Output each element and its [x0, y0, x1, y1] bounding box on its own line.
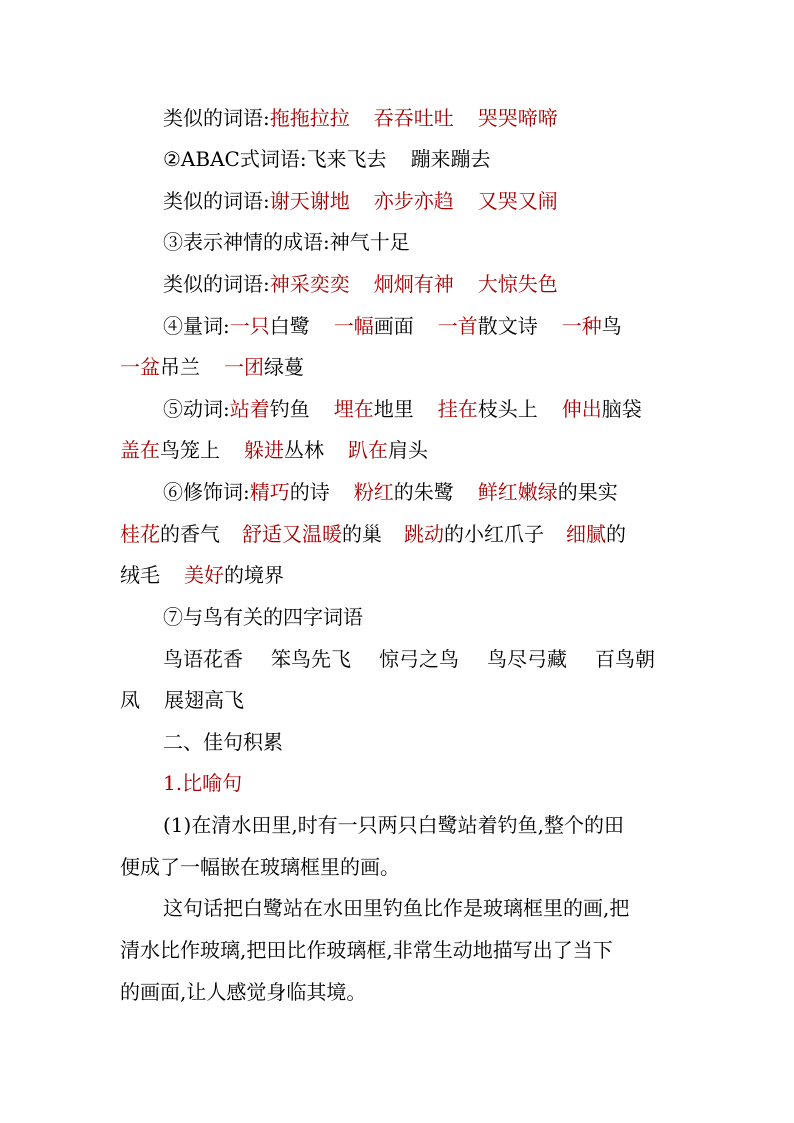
word-highlight: 盖在 — [120, 438, 160, 462]
word: 的 — [606, 522, 626, 546]
word: 的诗 — [289, 480, 330, 504]
word: 亦步亦趋 — [373, 189, 454, 213]
word: 地里 — [373, 397, 414, 421]
word-highlight: 一团 — [224, 355, 264, 379]
modifiers-line-3 — [120, 560, 680, 590]
word-highlight: 跳动 — [404, 522, 444, 546]
line-label: 类似的词语: — [163, 272, 270, 296]
line-label: ③表示神情的成语: — [163, 230, 330, 254]
word: 凤 — [120, 688, 140, 712]
word: 的果实 — [557, 480, 618, 504]
word-highlight: 趴在 — [348, 438, 388, 462]
explanation-line-1: 这句话把白鹭站在水田里钓鱼比作是玻璃框里的画,把 — [163, 896, 630, 920]
word-highlight: 一首 — [437, 314, 478, 338]
bird-idioms-heading: ⑦与鸟有关的四字词语 — [163, 605, 363, 629]
word-highlight: 伸出 — [561, 397, 602, 421]
subheading-metaphor: 1.比喻句 — [163, 771, 243, 795]
word: 飞来飞去 — [306, 147, 387, 171]
line-label: 类似的词语: — [163, 189, 270, 213]
word: 吞吞吐吐 — [373, 106, 454, 130]
word: 鸟 — [601, 314, 622, 338]
word-highlight: 一幅 — [333, 314, 374, 338]
word-highlight: 舒适又温暖 — [242, 522, 342, 546]
word: 又哭又闹 — [477, 189, 558, 213]
word: 展翅高飞 — [164, 688, 244, 712]
word: 钓鱼 — [269, 397, 310, 421]
word: 惊弓之鸟 — [379, 647, 459, 671]
line-label: ⑤动词: — [163, 397, 230, 421]
abac-words-line — [163, 144, 723, 174]
word-highlight: 一种 — [561, 314, 602, 338]
word: 绒毛 — [120, 563, 160, 587]
word: 散文诗 — [477, 314, 538, 338]
word: 绿蔓 — [264, 355, 304, 379]
word-highlight: 埋在 — [333, 397, 374, 421]
example-sentence-line-1: (1)在清水田里,时有一只两只白鹭站着钓鱼,整个的田 — [163, 813, 625, 837]
line-label: ②ABAC式词语: — [163, 147, 307, 171]
word: 脑袋 — [601, 397, 642, 421]
section-heading-sentences: 二、佳句积累 — [163, 730, 283, 754]
word: 肩头 — [388, 438, 428, 462]
word: 炯炯有神 — [373, 272, 454, 296]
explanation-line-3: 的画面,让人感觉身临其境。 — [120, 980, 367, 1004]
verbs-line-2 — [120, 435, 680, 465]
word: 鸟语花香 — [163, 647, 243, 671]
word: 谢天谢地 — [269, 189, 350, 213]
word-highlight: 细腻 — [566, 522, 606, 546]
bird-idioms-line-1 — [163, 644, 723, 674]
word: 枝头上 — [477, 397, 538, 421]
word: 的小红爪子 — [444, 522, 544, 546]
word-highlight: 一盆 — [120, 355, 160, 379]
line-label: ④量词: — [163, 314, 230, 338]
word: 蹦来蹦去 — [410, 147, 491, 171]
word: 鸟尽弓藏 — [487, 647, 567, 671]
word: 画面 — [373, 314, 414, 338]
word-highlight: 桂花 — [120, 522, 160, 546]
word: 拖拖拉拉 — [269, 106, 350, 130]
similar-words-line-1 — [163, 103, 723, 133]
measure-words-line-2 — [120, 352, 680, 382]
word: 神采奕奕 — [269, 272, 350, 296]
line-label: ⑥修饰词: — [163, 480, 250, 504]
word: 大惊失色 — [477, 272, 558, 296]
word: 哭哭啼啼 — [477, 106, 558, 130]
modifiers-line-2 — [120, 519, 680, 549]
word: 的巢 — [342, 522, 382, 546]
word: 白鹭 — [269, 314, 310, 338]
line-label: 类似的词语: — [163, 106, 270, 130]
word: 笨鸟先飞 — [271, 647, 351, 671]
word-highlight: 粉红 — [353, 480, 394, 504]
word: 鸟笼上 — [160, 438, 220, 462]
explanation-line-2: 清水比作玻璃,把田比作玻璃框,非常生动地描写出了当下 — [120, 938, 613, 962]
measure-words-line-1 — [163, 311, 723, 341]
word-highlight: 鲜红嫩绿 — [477, 480, 558, 504]
word-highlight: 精巧 — [249, 480, 290, 504]
verbs-line-1 — [163, 394, 723, 424]
word-highlight: 站着 — [229, 397, 270, 421]
word-highlight: 美好 — [184, 563, 224, 587]
example-sentence-line-2: 便成了一幅嵌在玻璃框里的画。 — [120, 855, 400, 879]
similar-words-line-3 — [163, 269, 723, 299]
word-highlight: 挂在 — [437, 397, 478, 421]
modifiers-line-1 — [163, 477, 723, 507]
bird-idioms-line-2 — [120, 685, 680, 715]
word: 吊兰 — [160, 355, 200, 379]
similar-words-line-2 — [163, 186, 723, 216]
word-highlight: 一只 — [229, 314, 270, 338]
word: 神气十足 — [329, 230, 410, 254]
word: 的朱鹭 — [393, 480, 454, 504]
word: 的香气 — [160, 522, 220, 546]
word: 的境界 — [224, 563, 284, 587]
word: 丛林 — [284, 438, 324, 462]
word-highlight: 躲进 — [244, 438, 284, 462]
word: 百鸟朝 — [595, 647, 655, 671]
expression-idiom-line — [163, 227, 723, 257]
